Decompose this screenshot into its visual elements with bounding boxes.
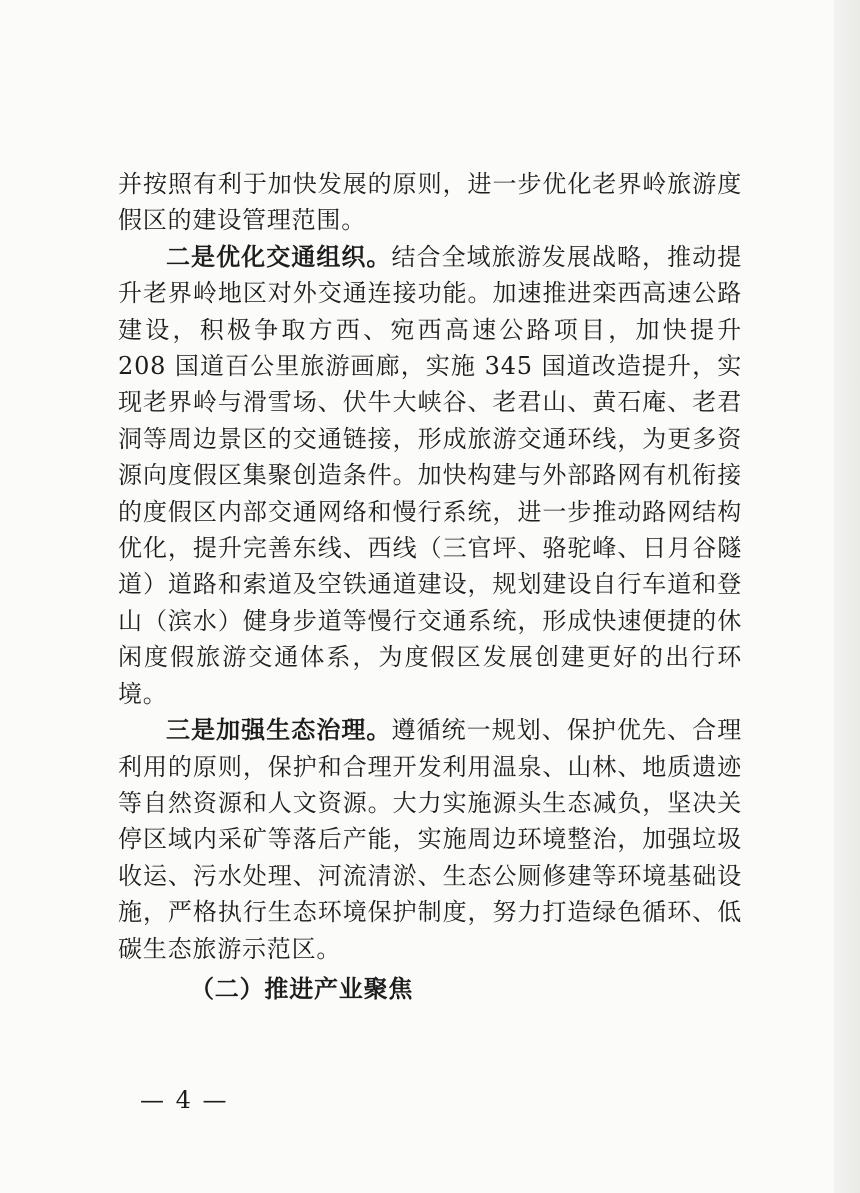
paragraph-lead-heading: 二是优化交通组织。 (166, 242, 392, 271)
page-number: — 4 — (140, 1086, 229, 1114)
paragraph-text: 遵循统一规划、保护优先、合理利用的原则，保护和合理开发利用温泉、山林、地质遗迹等自然资源和人文资源。大力实施源头生态减负，坚决关停区域内采矿等落后产能，实施周边环境整治，加强垃圾收运、污水处理、河流清淤、生态公厕修建等环境基础设施，严格执行生态环境保护制度，努力打造绿色循环、低碳生态旅游示范区。 (118, 716, 743, 963)
page-edge-shadow (834, 0, 860, 1193)
paragraph-continuation (118, 166, 742, 239)
paragraph-text: 结合全域旅游发展战略，推动提升老界岭地区对外交通连接功能。加速推进栾西高速公路建设，积极争取方西、宛西高速公路项目，加快提升 208 国道百公里旅游画廊，实施 345 国道改造提升，实现老界岭与滑雪场、伏牛大峡谷、老君山、黄石庵、老君洞等周边景区的交通链接，形成旅游交通环线，为更多资源向度假区集聚创造条件。加快构建与外部路网有机衔接的度假区内部交通网络和慢行系统，进一步推动路网结构优化，提升完善东线、西线（三官坪、骆驼峰、日月谷隧道）道路和索道及空铁通道建设，规划建设自行车道和登山（滨水）健身步道等慢行交通系统，形成快速便捷的休闲度假旅游交通体系，为度假区发展创建更好的出行环境。 (118, 242, 743, 708)
paragraph-lead-heading: 三是加强生态治理。 (166, 716, 392, 745)
section-subheading: （二）推进产业聚焦 (190, 974, 414, 1003)
paragraph-ecology (118, 712, 742, 967)
document-body (118, 166, 742, 1007)
paragraph-transport (118, 239, 742, 712)
paragraph-text: 并按照有利于加快发展的原则，进一步优化老界岭旅游度假区的建设管理范围。 (118, 170, 742, 235)
